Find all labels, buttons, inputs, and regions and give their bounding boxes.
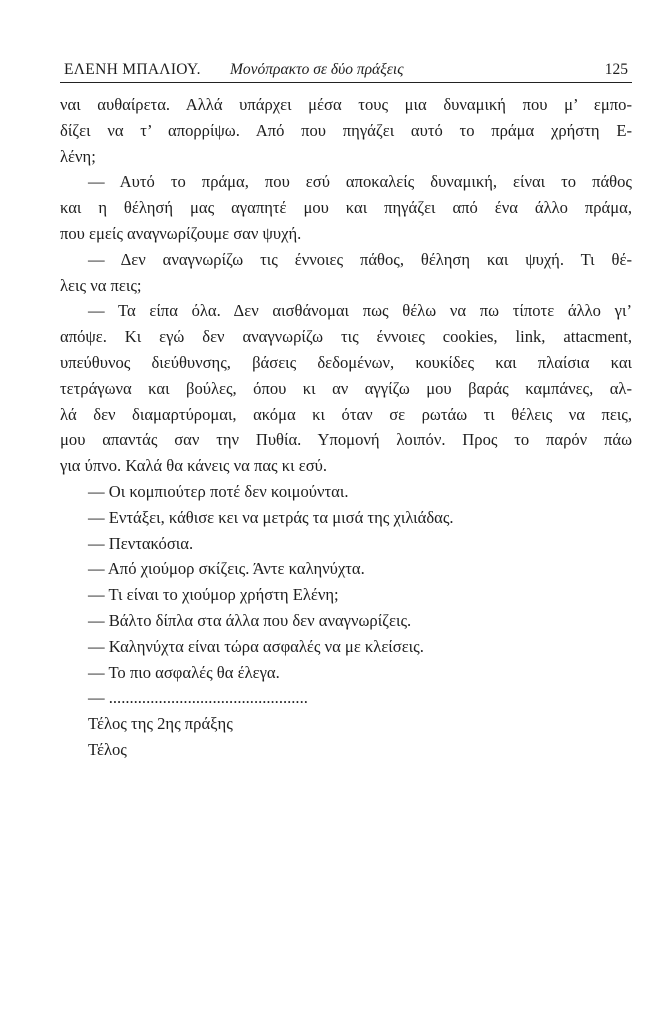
text-line: — Πεντακόσια. — [88, 533, 194, 553]
running-header — [60, 60, 632, 83]
page-number: 125 — [604, 61, 628, 78]
text-line: — Δεν αναγνωρίζω τις έννοιες πάθος, θέληση και ψυχή. Τι θέ- — [88, 249, 632, 269]
text-line: — Τι είναι το χιούμορ χρήστη Ελένη; — [88, 585, 339, 605]
text-line: — Τα είπα όλα. Δεν αισθάνομαι πως θέλω να πω τίποτε άλλο γι’ — [88, 301, 632, 321]
text-line: που εμείς αναγνωρίζουμε σαν ψυχή. — [60, 223, 302, 243]
text-line: — Από χιούμορ σκίζεις. Άντε καληνύχτα. — [88, 559, 365, 579]
body-text — [60, 92, 632, 763]
text-line: λά δεν διαμαρτύρομαι, ακόμα κι όταν σε ρωτάω τι θέλεις να πεις, — [60, 404, 632, 424]
text-line: — ................................................ — [88, 688, 308, 708]
text-line: απόψε. Κι εγώ δεν αναγνωρίζω τις έννοιες cookies, link, attacment, — [60, 327, 632, 347]
text-line: δίζει να τ’ απορρίψω. Από που πηγάζει αυτό το πράμα χρήστη Ε- — [60, 120, 632, 140]
text-line: — Βάλτο δίπλα στα άλλα που δεν αναγνωρίζεις. — [88, 610, 412, 630]
text-line: Τέλος της 2ης πράξης — [88, 714, 233, 734]
text-line: για ύπνο. Καλά θα κάνεις να πας κι εσύ. — [60, 456, 328, 476]
text-line: — Καληνύχτα είναι τώρα ασφαλές να με κλείσεις. — [88, 636, 424, 656]
header-author: ΕΛΕΝΗ ΜΠΑΛΙΟΥ. — [64, 61, 201, 78]
text-line: — Το πιο ασφαλές θα έλεγα. — [88, 662, 280, 682]
text-line: ναι αυθαίρετα. Αλλά υπάρχει μέσα τους μια δυναμική που μ’ εμπο- — [60, 95, 632, 114]
text-line: λένη; — [60, 146, 96, 166]
book-page — [60, 60, 632, 763]
header-work-title: Μονόπρακτο σε δύο πράξεις — [230, 61, 404, 78]
text-line: Τέλος — [88, 739, 127, 759]
text-line: λεις να πεις; — [60, 275, 142, 295]
text-line: και η θέλησή μας αγαπητέ μου και πηγάζει από ένα άλλο πράμα, — [60, 198, 632, 218]
text-line: — Αυτό το πράμα, που εσύ αποκαλείς δυναμική, είναι το πάθος — [88, 172, 632, 192]
text-line: υπεύθυνος διεύθυνσης, βάσεις δεδομένων, κουκίδες και πλαίσια και — [60, 352, 632, 372]
text-line: μου απαντάς σαν την Πυθία. Υπομονή λοιπόν. Προς το παρόν πάω — [60, 430, 632, 450]
text-line: — Εντάξει, κάθισε κει να μετράς τα μισά της χιλιάδας. — [88, 507, 454, 527]
text-line: τετράγωνα και βούλες, όπου κι αν αγγίζω μου βαράς καμπάνες, αλ- — [60, 378, 632, 398]
text-line: — Οι κομπιούτερ ποτέ δεν κοιμούνται. — [88, 481, 349, 501]
